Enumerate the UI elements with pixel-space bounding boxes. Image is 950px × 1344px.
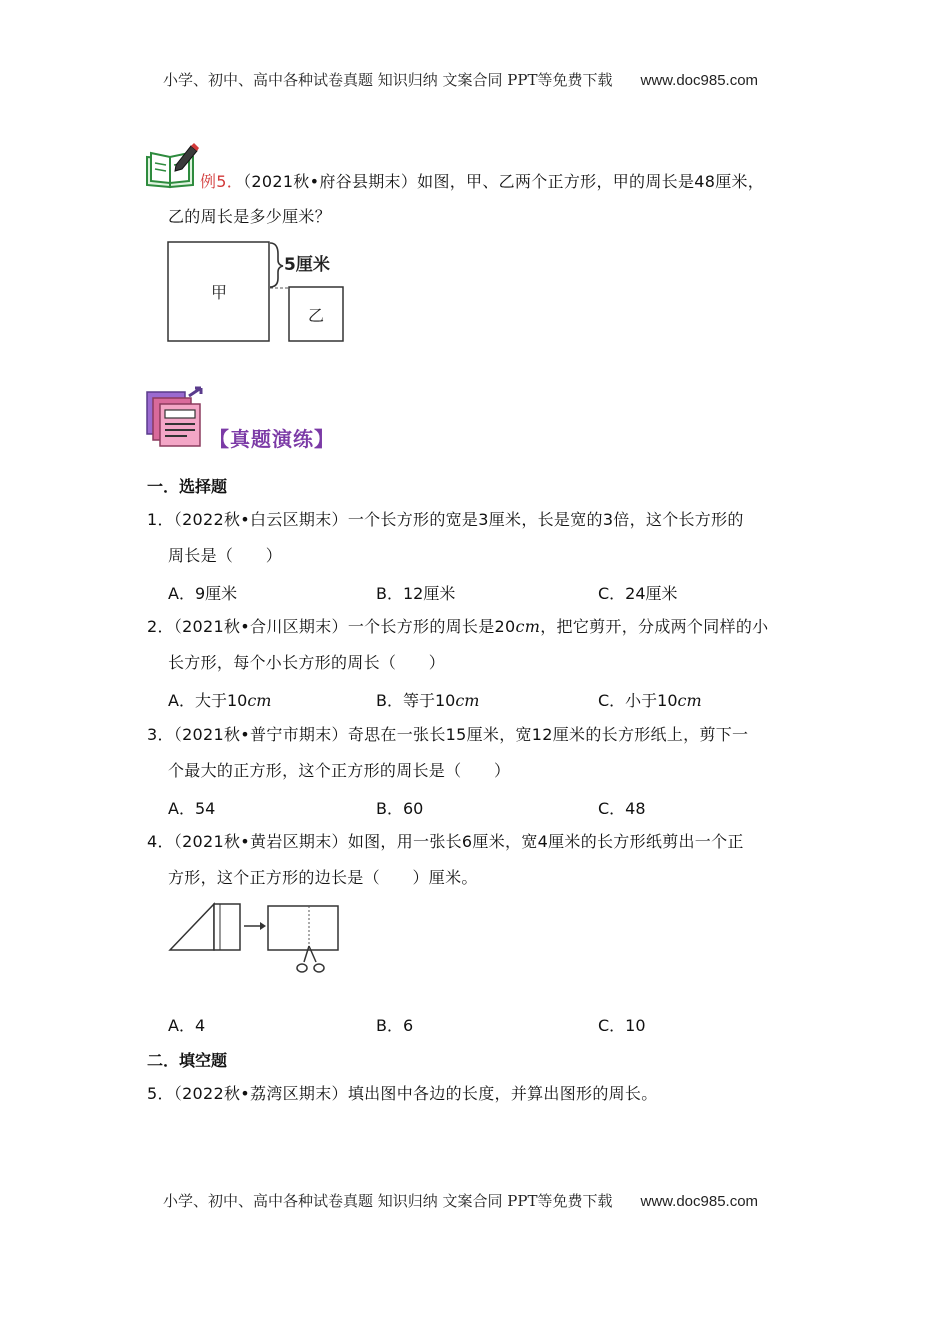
q3-option-b[interactable]: B．60 xyxy=(376,799,424,818)
q2-line1-b: ，把它剪开，分成两个同样的小 xyxy=(540,617,769,636)
section1-title: 一．选择题 xyxy=(147,477,228,496)
q3-line2: 个最大的正方形，这个正方形的周长是（ ） xyxy=(168,761,511,780)
section2-title: 二．填空题 xyxy=(147,1051,228,1070)
q1-line1: 1．（2022秋•白云区期末）一个长方形的宽是3厘米，长是宽的3倍，这个长方形的 xyxy=(147,510,744,529)
q1-option-b[interactable]: B．12厘米 xyxy=(376,584,456,603)
book-icon xyxy=(143,143,199,189)
q1-line2: 周长是（ ） xyxy=(168,546,283,565)
q2-option-c[interactable] xyxy=(598,688,702,711)
q2-option-c-unit: cm xyxy=(677,691,702,710)
q2-option-b-unit: cm xyxy=(455,691,480,710)
q2-line1 xyxy=(147,616,768,638)
q2-option-a-text: A．大于10 xyxy=(168,691,248,710)
page-footer xyxy=(163,1190,758,1211)
q2-option-b-text: B．等于10 xyxy=(376,691,456,710)
example5-text: （2021秋•府谷县期末）如图，甲、乙两个正方形，甲的周长是48厘米， xyxy=(243,172,765,191)
q1-option-a[interactable]: A．9厘米 xyxy=(168,584,238,603)
label-gap: 5厘米 xyxy=(284,255,330,275)
q2-unit: cm xyxy=(515,617,541,636)
practice-icon xyxy=(143,386,207,448)
footer-text: 小学、初中、高中各种试卷真题 知识归纳 文案合同 PPT等免费下载 xyxy=(163,1192,613,1210)
q4-line2: 方形，这个正方形的边长是（ ）厘米。 xyxy=(168,868,478,887)
q3-line1: 3．（2021秋•普宁市期末）奇思在一张长15厘米，宽12厘米的长方形纸上，剪下一 xyxy=(147,725,749,744)
page-header xyxy=(163,69,758,90)
paper-fold-figure xyxy=(164,898,344,978)
example5-label: 例5． xyxy=(200,172,244,191)
q2-option-b[interactable] xyxy=(376,688,479,711)
label-yi: 乙 xyxy=(307,306,325,325)
header-url[interactable]: www.doc985.com xyxy=(640,72,759,89)
q2-option-c-text: C．小于10 xyxy=(598,691,678,710)
q2-option-a-unit: cm xyxy=(247,691,272,710)
footer-url[interactable]: www.doc985.com xyxy=(640,1193,759,1210)
label-jia: 甲 xyxy=(210,283,228,302)
q2-line2: 长方形，每个小长方形的周长（ ） xyxy=(168,653,446,672)
q3-option-c[interactable]: C．48 xyxy=(598,799,646,818)
example5-line2: 乙的周长是多少厘米？ xyxy=(168,207,332,226)
q4-option-c[interactable]: C．10 xyxy=(598,1016,646,1035)
q2-line1-a: 2．（2021秋•合川区期末）一个长方形的周长是20 xyxy=(147,617,516,636)
header-text: 小学、初中、高中各种试卷真题 知识归纳 文案合同 PPT等免费下载 xyxy=(163,71,613,89)
q3-option-a[interactable]: A．54 xyxy=(168,799,216,818)
example5-line1 xyxy=(200,171,764,193)
q1-option-c[interactable]: C．24厘米 xyxy=(598,584,678,603)
q2-option-a[interactable] xyxy=(168,688,271,711)
q4-line1: 4．（2021秋•黄岩区期末）如图，用一张长6厘米，宽4厘米的长方形纸剪出一个正 xyxy=(147,832,744,851)
banner-title: 【真题演练】 xyxy=(209,427,335,451)
q4-option-b[interactable]: B．6 xyxy=(376,1016,414,1035)
squares-figure xyxy=(160,236,360,352)
q5-line1: 5．（2022秋•荔湾区期末）填出图中各边的长度，并算出图形的周长。 xyxy=(147,1084,658,1103)
q4-option-a[interactable]: A．4 xyxy=(168,1016,206,1035)
gap-brace xyxy=(270,243,283,287)
